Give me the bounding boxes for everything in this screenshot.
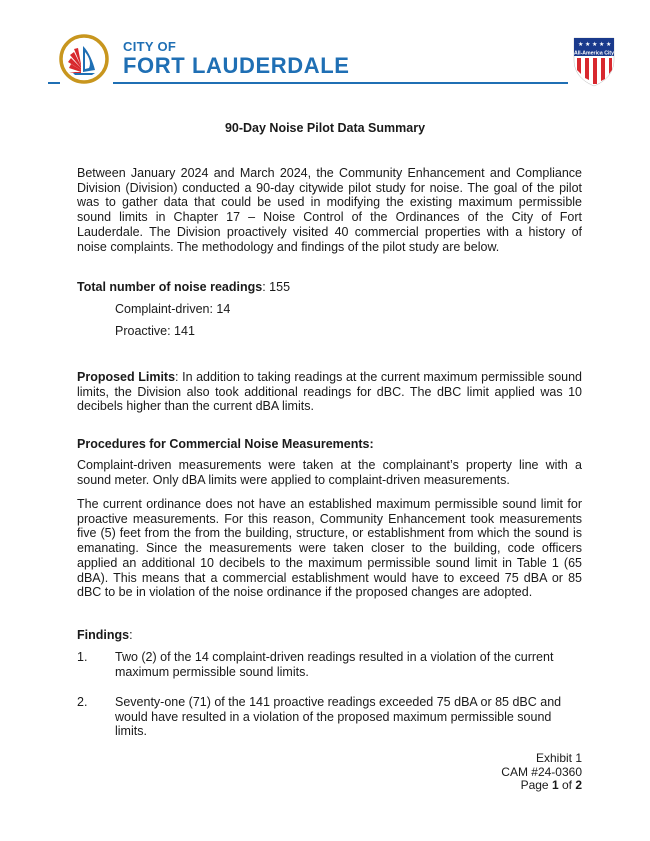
cam-number: CAM #24-0360 xyxy=(501,764,582,779)
svg-text:★: ★ xyxy=(578,41,584,48)
procedures-paragraph-1: Complaint-driven measurements were taken at the complainant’s property line with a sound meter. Only dBA limits were applied to complaint-driven measurements. xyxy=(77,458,582,487)
logo-line-city-of: CITY OF xyxy=(123,39,177,54)
page-of: of xyxy=(558,778,576,792)
svg-text:★: ★ xyxy=(606,41,612,48)
exhibit-label: Exhibit 1 xyxy=(535,751,582,765)
total-readings-label: Total number of noise readings xyxy=(77,280,263,294)
page-prefix: Page xyxy=(520,778,552,792)
page-footer xyxy=(501,752,582,793)
badge-text: All-America City xyxy=(573,50,615,57)
svg-text:★: ★ xyxy=(599,41,605,48)
procedures-heading: Procedures for Commercial Noise Measurements: xyxy=(77,437,374,451)
logo-line-fort-lauderdale: FORT LAUDERDALE xyxy=(123,53,350,78)
finding-text: Seventy-one (71) of the 141 proactive readings exceeded 75 dBA or 85 dBC and would have resulted in a violation of the proposed maximum permissible sound limits. xyxy=(115,695,562,739)
findings-label: Findings xyxy=(77,628,130,642)
complaint-driven-count: Complaint-driven: 14 xyxy=(115,302,231,316)
svg-text:★: ★ xyxy=(585,41,591,48)
letterhead xyxy=(0,0,650,100)
proposed-limits-paragraph xyxy=(77,370,582,414)
page-total: 2 xyxy=(575,778,582,792)
total-readings xyxy=(77,280,290,294)
proposed-limits-label: Proposed Limits xyxy=(77,370,176,384)
procedures-paragraph-2: The current ordinance does not have an established maximum permissible sound limit for proactive measurements. For this reason, Community Enhancement took measurements five (5) feet from the from the building, structure, or establishment from which the sound is emanating. Since the measurements were taken closer to the building, code officers applied an additional 10 decibels to the maximum permissible sound limit in Table 1 (65 dBA). This means that a commercial establishment would have to exceed 75 dBA or 85 dBC to be in violation of the noise ordinance if the proposed changes are adopted. xyxy=(77,497,582,600)
page-current: 1 xyxy=(551,778,559,792)
findings-heading xyxy=(77,628,133,642)
total-readings-value: : 155 xyxy=(262,280,291,294)
document-title: 90-Day Noise Pilot Data Summary xyxy=(224,121,426,135)
city-seal-icon xyxy=(59,34,109,84)
page-number xyxy=(501,779,582,793)
intro-paragraph: Between January 2024 and March 2024, the Community Enhancement and Compliance Division (Division) conducted a 90-day citywide pilot study for noise. The goal of the pilot was to gather data that could be used in modifying the existing maximum permissible sound limits in Chapter 17 – Noise Control of the Ordinances of the City of Fort Lauderdale. The Division proactively visited 40 commercial properties with a history of noise complaints. The methodology and findings of the pilot study are below. xyxy=(77,166,582,254)
finding-number: 2. xyxy=(77,695,88,709)
svg-text:★: ★ xyxy=(592,41,598,48)
finding-number: 1. xyxy=(77,650,88,664)
proposed-limits-text: : In addition to taking readings at the current maximum permissible sound limits, the Division also took additional readings for dBC. The dBC limit applied was 10 decibels higher than the current dBA limits. xyxy=(77,370,582,414)
findings-colon: : xyxy=(129,628,133,642)
finding-text: Two (2) of the 14 complaint-driven readings resulted in a violation of the current maximum permissible sound limits. xyxy=(115,650,554,679)
proactive-count: Proactive: 141 xyxy=(115,324,195,338)
header-rule xyxy=(113,82,568,84)
city-logo-wordmark xyxy=(123,40,350,78)
all-america-city-badge-icon xyxy=(572,36,616,88)
